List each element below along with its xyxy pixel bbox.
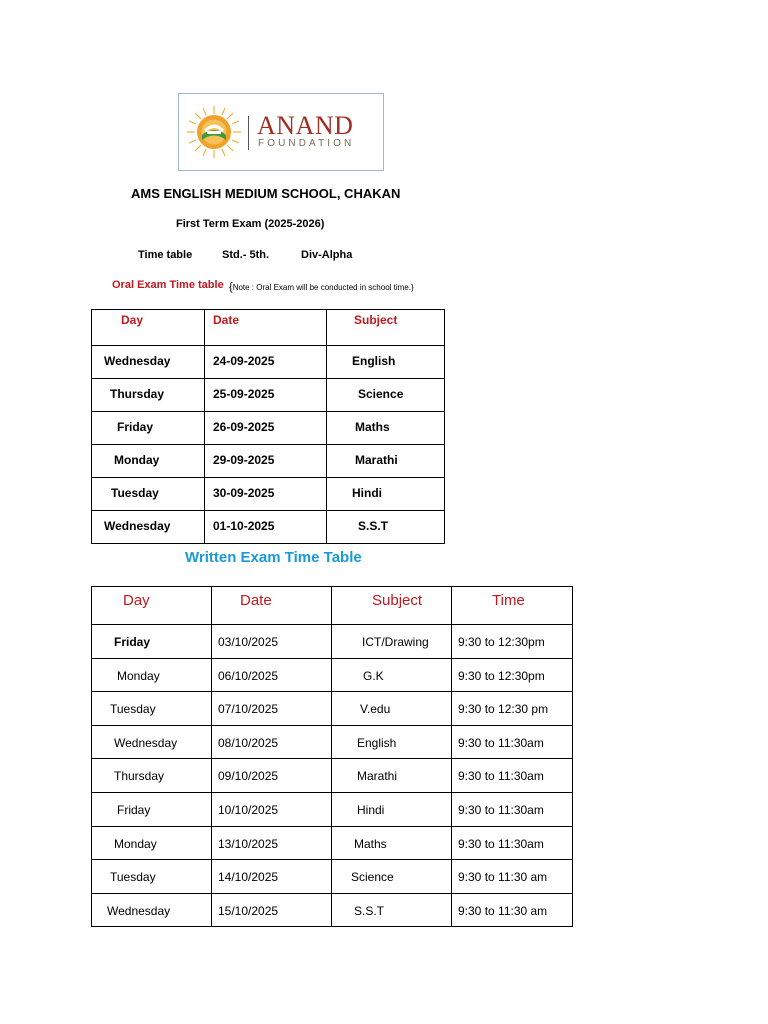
day-cell: Thursday bbox=[92, 379, 205, 412]
day-cell: Friday bbox=[92, 792, 212, 826]
date-cell: 07/10/2025 bbox=[212, 692, 332, 726]
oral-note-text: Note : Oral Exam will be conducted in school time. bbox=[232, 283, 411, 292]
day-cell: Wednesday bbox=[92, 893, 212, 927]
header-cell: Subject bbox=[327, 310, 445, 346]
day-cell: Tuesday bbox=[92, 860, 212, 894]
logo-subtitle: FOUNDATION bbox=[258, 138, 355, 149]
table-header-row bbox=[92, 587, 573, 625]
table-row bbox=[92, 792, 573, 826]
table-header-row bbox=[92, 310, 445, 346]
table-row bbox=[92, 478, 445, 511]
table-row bbox=[92, 511, 445, 544]
table-row bbox=[92, 445, 445, 478]
day-cell: Monday bbox=[92, 445, 205, 478]
table-row bbox=[92, 826, 573, 860]
timetable-label: Time table bbox=[138, 249, 193, 261]
date-cell: 30-09-2025 bbox=[205, 478, 327, 511]
table-row bbox=[92, 759, 573, 793]
day-cell: Tuesday bbox=[92, 478, 205, 511]
time-cell: 9:30 to 11:30am bbox=[452, 826, 573, 860]
oral-exam-table bbox=[91, 309, 445, 544]
date-cell: 24-09-2025 bbox=[205, 346, 327, 379]
day-cell: Friday bbox=[92, 412, 205, 445]
logo-name: ANAND bbox=[257, 111, 354, 140]
table-row bbox=[92, 692, 573, 726]
subject-cell: English bbox=[327, 346, 445, 379]
time-cell: 9:30 to 12:30pm bbox=[452, 658, 573, 692]
time-cell: 9:30 to 11:30am bbox=[452, 792, 573, 826]
table-row bbox=[92, 625, 573, 659]
time-cell: 9:30 to 11:30 am bbox=[452, 893, 573, 927]
time-cell: 9:30 to 11:30am bbox=[452, 725, 573, 759]
table-row bbox=[92, 658, 573, 692]
time-cell: 9:30 to 12:30 pm bbox=[452, 692, 573, 726]
date-cell: 25-09-2025 bbox=[205, 379, 327, 412]
table-row bbox=[92, 860, 573, 894]
subject-cell: English bbox=[332, 725, 452, 759]
header-cell: Date bbox=[212, 587, 332, 625]
date-cell: 08/10/2025 bbox=[212, 725, 332, 759]
date-cell: 29-09-2025 bbox=[205, 445, 327, 478]
table-row bbox=[92, 346, 445, 379]
subject-cell: ICT/Drawing bbox=[332, 625, 452, 659]
date-cell: 09/10/2025 bbox=[212, 759, 332, 793]
header-cell: Day bbox=[92, 587, 212, 625]
day-cell: Wednesday bbox=[92, 346, 205, 379]
header-cell: Date bbox=[205, 310, 327, 346]
subject-cell: Hindi bbox=[327, 478, 445, 511]
day-cell: Monday bbox=[92, 826, 212, 860]
day-cell: Wednesday bbox=[92, 511, 205, 544]
header-cell: Day bbox=[92, 310, 205, 346]
oral-exam-note: {Note : Oral Exam will be conducted in school time.} bbox=[229, 281, 414, 293]
time-cell: 9:30 to 11:30am bbox=[452, 759, 573, 793]
written-exam-title: Written Exam Time Table bbox=[185, 549, 362, 566]
header-cell: Subject bbox=[332, 587, 452, 625]
date-cell: 26-09-2025 bbox=[205, 412, 327, 445]
subject-cell: Marathi bbox=[332, 759, 452, 793]
day-cell: Wednesday bbox=[92, 725, 212, 759]
subject-cell: Maths bbox=[332, 826, 452, 860]
day-cell: Tuesday bbox=[92, 692, 212, 726]
written-exam-table bbox=[91, 586, 573, 927]
logo-divider bbox=[248, 116, 249, 150]
anand-foundation-logo bbox=[178, 93, 384, 171]
subject-cell: G.K bbox=[332, 658, 452, 692]
day-cell: Friday bbox=[92, 625, 212, 659]
subject-cell: S.S.T bbox=[327, 511, 445, 544]
division-label: Div-Alpha bbox=[301, 249, 353, 261]
date-cell: 06/10/2025 bbox=[212, 658, 332, 692]
subject-cell: S.S.T bbox=[332, 893, 452, 927]
oral-exam-title: Oral Exam Time table bbox=[112, 279, 224, 291]
subject-cell: V.edu bbox=[332, 692, 452, 726]
school-name: AMS ENGLISH MEDIUM SCHOOL, CHAKAN bbox=[131, 186, 401, 201]
date-cell: 15/10/2025 bbox=[212, 893, 332, 927]
time-cell: 9:30 to 11:30 am bbox=[452, 860, 573, 894]
standard-label: Std.- 5th. bbox=[222, 249, 270, 261]
table-row bbox=[92, 379, 445, 412]
time-cell: 9:30 to 12:30pm bbox=[452, 625, 573, 659]
table-row bbox=[92, 725, 573, 759]
subject-cell: Maths bbox=[327, 412, 445, 445]
date-cell: 03/10/2025 bbox=[212, 625, 332, 659]
exam-title: First Term Exam (2025-2026) bbox=[176, 218, 325, 230]
table-row bbox=[92, 412, 445, 445]
header-cell: Time bbox=[452, 587, 573, 625]
date-cell: 10/10/2025 bbox=[212, 792, 332, 826]
table-row bbox=[92, 893, 573, 927]
subject-cell: Hindi bbox=[332, 792, 452, 826]
date-cell: 14/10/2025 bbox=[212, 860, 332, 894]
date-cell: 13/10/2025 bbox=[212, 826, 332, 860]
anand-emblem-icon bbox=[187, 106, 241, 158]
day-cell: Monday bbox=[92, 658, 212, 692]
subject-cell: Science bbox=[332, 860, 452, 894]
subject-cell: Marathi bbox=[327, 445, 445, 478]
date-cell: 01-10-2025 bbox=[205, 511, 327, 544]
subject-cell: Science bbox=[327, 379, 445, 412]
day-cell: Thursday bbox=[92, 759, 212, 793]
